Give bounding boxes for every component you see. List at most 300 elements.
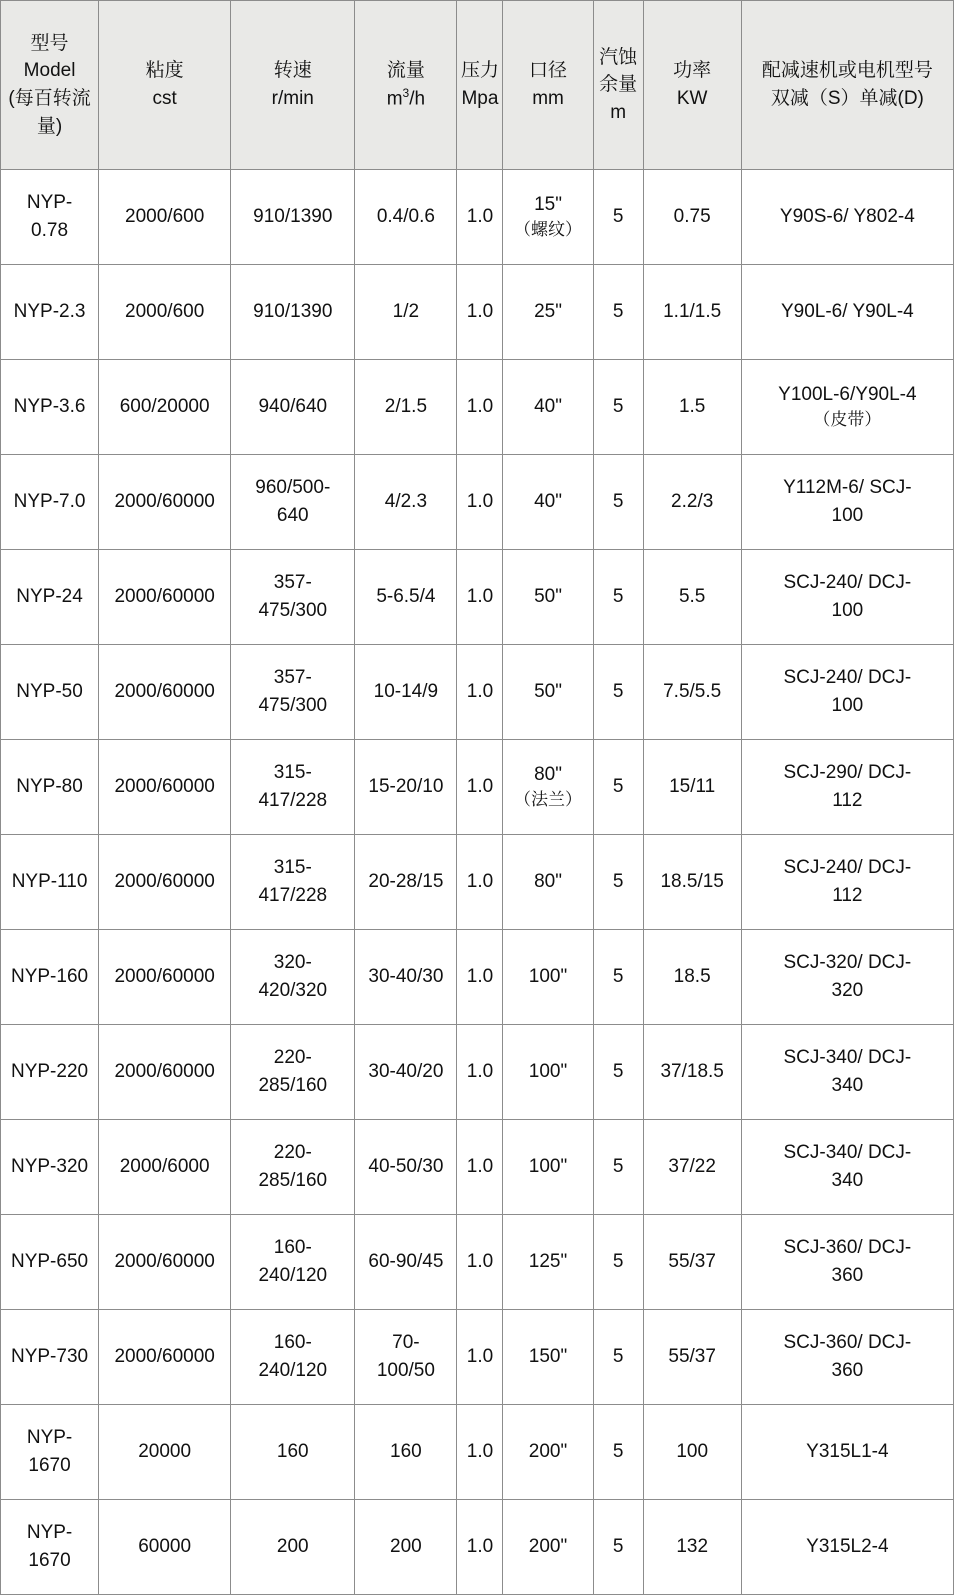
cell-viscosity <box>99 835 231 930</box>
cell-line: 37/18.5 <box>660 1061 724 1083</box>
cell-motor <box>741 550 953 645</box>
cell-line: 1.0 <box>466 301 494 323</box>
cell-flow <box>355 1405 457 1500</box>
cell-motor <box>741 1025 953 1120</box>
cell-line: 1.0 <box>466 681 494 703</box>
cell-line: 20000 <box>138 1441 192 1463</box>
cell-speed <box>231 930 355 1025</box>
column-header-line: 双减（S）单减(D) <box>770 88 924 109</box>
cell-pressure <box>457 835 503 930</box>
cell-motor <box>741 265 953 360</box>
cell-npsh <box>593 835 643 930</box>
cell-line: 340 <box>831 1075 864 1096</box>
cell-power <box>643 740 741 835</box>
cell-motor <box>741 1120 953 1215</box>
cell-line: SCJ-290/ DCJ- <box>783 762 912 784</box>
cell-flow <box>355 645 457 740</box>
column-header-line: KW <box>676 88 708 109</box>
column-header-flow <box>355 1 457 170</box>
cell-line: 340 <box>831 1170 864 1191</box>
cell-line: SCJ-360/ DCJ- <box>783 1332 912 1354</box>
cell-line: 0.75 <box>673 206 711 228</box>
cell-line: 5-6.5/4 <box>376 586 436 608</box>
cell-line: 40" <box>534 396 562 418</box>
cell-line: SCJ-240/ DCJ- <box>783 857 912 879</box>
cell-line: 60000 <box>138 1536 192 1558</box>
column-header-line: 汽蚀余量 <box>599 46 638 96</box>
cell-line: 1.0 <box>466 966 494 988</box>
cell-line: 112 <box>832 885 863 906</box>
cell-line: 2000/600 <box>125 301 205 323</box>
cell-power <box>643 455 741 550</box>
cell-line: 910/1390 <box>253 206 333 228</box>
column-header-model <box>1 1 99 170</box>
cell-diameter <box>503 835 593 930</box>
cell-line: Y315L2-4 <box>806 1536 889 1558</box>
cell-speed <box>231 835 355 930</box>
cell-model <box>1 740 99 835</box>
cell-npsh <box>593 360 643 455</box>
cell-model <box>1 645 99 740</box>
cell-line: 0.4/0.6 <box>376 206 435 228</box>
column-header-line: m <box>610 101 627 123</box>
table-row <box>1 455 954 550</box>
cell-speed <box>231 1500 355 1595</box>
cell-model <box>1 1310 99 1405</box>
cell-npsh <box>593 1310 643 1405</box>
cell-power <box>643 1405 741 1500</box>
cell-line: 37/22 <box>668 1156 716 1178</box>
cell-power <box>643 1310 741 1405</box>
cell-npsh <box>593 1215 643 1310</box>
cell-pressure <box>457 1500 503 1595</box>
cell-flow <box>355 360 457 455</box>
cell-line: 15" <box>534 193 562 215</box>
cell-motor <box>741 740 953 835</box>
cell-diameter <box>503 1310 593 1405</box>
cell-line: 5 <box>612 1346 624 1368</box>
cell-motor <box>741 1500 953 1595</box>
column-header-line: 功率 <box>673 60 712 82</box>
cell-motor <box>741 1405 953 1500</box>
cell-line: 5.5 <box>678 586 706 608</box>
cell-line: 100" <box>528 1156 568 1178</box>
cell-line: 475/300 <box>258 600 328 621</box>
cell-line: 2000/60000 <box>114 491 215 513</box>
cell-speed <box>231 645 355 740</box>
cell-npsh <box>593 550 643 645</box>
cell-line: 1.0 <box>466 1251 494 1273</box>
cell-line: SCJ-240/ DCJ- <box>783 667 912 689</box>
cell-line: 15/11 <box>669 776 716 798</box>
column-header-motor <box>741 1 953 170</box>
cell-diameter <box>503 645 593 740</box>
column-header-line: 转速 <box>273 60 312 82</box>
cell-speed <box>231 265 355 360</box>
cell-flow <box>355 455 457 550</box>
cell-line: 5 <box>612 681 624 703</box>
cell-npsh <box>593 265 643 360</box>
table-row <box>1 1120 954 1215</box>
cell-line: NYP- <box>26 1427 73 1449</box>
cell-line: 1.0 <box>466 206 494 228</box>
cell-line: 2000/60000 <box>114 586 215 608</box>
cell-line: 100 <box>676 1441 709 1463</box>
cell-line: 2000/6000 <box>119 1156 210 1178</box>
cell-line: 100" <box>528 1061 568 1083</box>
cell-line: 60-90/45 <box>368 1251 444 1273</box>
cell-viscosity <box>99 1405 231 1500</box>
cell-line: 160- <box>273 1237 312 1259</box>
cell-line: 5 <box>612 1251 624 1273</box>
cell-npsh <box>593 1500 643 1595</box>
cell-line: 15-20/10 <box>368 776 444 798</box>
cell-line: NYP-320 <box>10 1156 89 1178</box>
cell-flow <box>355 1500 457 1595</box>
cell-diameter <box>503 550 593 645</box>
cell-line: 100 <box>831 505 864 526</box>
cell-motor <box>741 170 953 265</box>
cell-diameter <box>503 1025 593 1120</box>
cell-line: 1.0 <box>466 871 494 893</box>
cell-line: 5 <box>612 396 624 418</box>
cell-line: 357- <box>273 572 312 594</box>
column-header-line: cst <box>152 88 177 109</box>
cell-line: 1/2 <box>392 301 420 323</box>
cell-line: Y315L1-4 <box>806 1441 889 1463</box>
cell-line: 285/160 <box>258 1075 328 1096</box>
cell-speed <box>231 1120 355 1215</box>
cell-line: 1670 <box>28 1455 71 1476</box>
cell-viscosity <box>99 170 231 265</box>
cell-line: Y90S-6/ Y802-4 <box>779 206 915 228</box>
cell-diameter <box>503 1405 593 1500</box>
cell-line: 475/300 <box>258 695 328 716</box>
cell-line: 2/1.5 <box>384 396 428 418</box>
cell-flow <box>355 550 457 645</box>
cell-line: 2.2/3 <box>671 491 714 513</box>
cell-line: 55/37 <box>668 1346 716 1368</box>
cell-line: 30-40/20 <box>368 1061 444 1083</box>
cell-line: 2000/60000 <box>114 966 215 988</box>
cell-diameter <box>503 740 593 835</box>
cell-line: 2000/60000 <box>114 776 215 798</box>
cell-line: 240/120 <box>258 1360 328 1381</box>
cell-diameter <box>503 930 593 1025</box>
cell-model <box>1 550 99 645</box>
table-row <box>1 1405 954 1500</box>
cell-line: NYP-220 <box>10 1061 89 1083</box>
cell-diameter <box>503 1500 593 1595</box>
cell-line: 1.0 <box>466 1536 494 1558</box>
cell-line: 940/640 <box>258 396 328 418</box>
cell-power <box>643 550 741 645</box>
cell-viscosity <box>99 930 231 1025</box>
cell-line: NYP-24 <box>16 586 83 608</box>
cell-pressure <box>457 740 503 835</box>
cell-line: 910/1390 <box>253 301 333 323</box>
cell-model <box>1 265 99 360</box>
cell-viscosity <box>99 645 231 740</box>
cell-power <box>643 360 741 455</box>
cell-motor <box>741 1310 953 1405</box>
table-row <box>1 550 954 645</box>
cell-model <box>1 455 99 550</box>
cell-diameter <box>503 1215 593 1310</box>
table-row <box>1 740 954 835</box>
cell-line: 5 <box>612 206 624 228</box>
cell-pressure <box>457 1120 503 1215</box>
cell-npsh <box>593 645 643 740</box>
cell-line: 2000/60000 <box>114 871 215 893</box>
cell-line: （螺纹） <box>514 220 583 240</box>
cell-line: NYP-80 <box>16 776 83 798</box>
cell-line: 240/120 <box>258 1265 328 1286</box>
cell-line: NYP-650 <box>10 1251 89 1273</box>
cell-model <box>1 360 99 455</box>
cell-motor <box>741 645 953 740</box>
cell-line: 100 <box>831 695 864 716</box>
cell-model <box>1 930 99 1025</box>
cell-flow <box>355 1215 457 1310</box>
cell-model <box>1 170 99 265</box>
cell-line: 640 <box>276 505 309 526</box>
table-row <box>1 1025 954 1120</box>
cell-line: 125" <box>528 1251 568 1273</box>
table-row <box>1 645 954 740</box>
column-header-line: 粘度 <box>145 60 184 82</box>
cell-line: 30-40/30 <box>368 966 444 988</box>
cell-line: 160- <box>273 1332 312 1354</box>
cell-model <box>1 1120 99 1215</box>
cell-diameter <box>503 360 593 455</box>
cell-line: 320 <box>831 980 864 1001</box>
cell-line: 2000/60000 <box>114 681 215 703</box>
cell-line: 160 <box>276 1441 309 1463</box>
cell-pressure <box>457 455 503 550</box>
cell-line: SCJ-340/ DCJ- <box>783 1047 912 1069</box>
cell-line: 2000/60000 <box>114 1251 215 1273</box>
column-header-line: 口径 <box>529 60 568 82</box>
column-header-power <box>643 1 741 170</box>
cell-line: 5 <box>612 586 624 608</box>
cell-line: 7.5/5.5 <box>663 681 722 703</box>
cell-line: 4/2.3 <box>384 491 428 513</box>
cell-power <box>643 1120 741 1215</box>
column-header-line: mm <box>532 88 564 109</box>
cell-line: 50" <box>534 681 562 703</box>
table-row <box>1 930 954 1025</box>
cell-line: NYP-730 <box>10 1346 89 1368</box>
cell-line: 200 <box>390 1536 422 1558</box>
cell-viscosity <box>99 1025 231 1120</box>
column-header-pressure <box>457 1 503 170</box>
cell-pressure <box>457 1025 503 1120</box>
cell-viscosity <box>99 1215 231 1310</box>
cell-line: 200" <box>528 1441 568 1463</box>
cell-line: 1.0 <box>466 491 494 513</box>
cell-line: 18.5 <box>673 966 711 988</box>
cell-line: Y112M-6/ SCJ- <box>783 477 912 499</box>
cell-line: 50" <box>534 586 562 608</box>
cell-line: 315- <box>273 857 312 879</box>
cell-line: 5 <box>612 1441 624 1463</box>
cell-line: 100" <box>528 966 568 988</box>
cell-line: 100 <box>831 600 864 621</box>
cell-line: 315- <box>273 762 312 784</box>
cell-line: NYP-110 <box>11 871 88 893</box>
cell-diameter <box>503 265 593 360</box>
cell-line: 55/37 <box>668 1251 716 1273</box>
column-header-line: 压力 <box>460 60 499 82</box>
cell-npsh <box>593 170 643 265</box>
cell-speed <box>231 1310 355 1405</box>
cell-line: 40" <box>534 491 562 513</box>
cell-line: 200" <box>528 1536 568 1558</box>
column-header-line: Mpa <box>461 88 499 109</box>
cell-line: 160 <box>390 1441 422 1463</box>
cell-line: NYP- <box>26 192 73 214</box>
cell-line: 420/320 <box>258 980 328 1001</box>
cell-pressure <box>457 1405 503 1500</box>
cell-speed <box>231 1405 355 1500</box>
column-header-line: (每百转流量) <box>8 88 91 137</box>
cell-line: 1.1/1.5 <box>663 301 722 323</box>
cell-diameter <box>503 170 593 265</box>
cell-line: 5 <box>612 776 624 798</box>
cell-flow <box>355 170 457 265</box>
column-header-line: 型号 <box>30 32 69 54</box>
cell-flow <box>355 1025 457 1120</box>
cell-line: 5 <box>612 1536 624 1558</box>
cell-line: 25" <box>534 301 562 323</box>
cell-speed <box>231 360 355 455</box>
cell-motor <box>741 835 953 930</box>
cell-line: 2000/60000 <box>114 1346 215 1368</box>
cell-line: 5 <box>612 301 624 323</box>
cell-flow <box>355 740 457 835</box>
cell-line: Y90L-6/ Y90L-4 <box>780 301 914 323</box>
cell-pressure <box>457 645 503 740</box>
cell-pressure <box>457 170 503 265</box>
cell-motor <box>741 455 953 550</box>
table-row <box>1 360 954 455</box>
cell-viscosity <box>99 1500 231 1595</box>
cell-line: SCJ-320/ DCJ- <box>783 952 912 974</box>
cell-line: SCJ-360/ DCJ- <box>783 1237 912 1259</box>
cell-line: 360 <box>831 1265 864 1286</box>
cell-line: 150" <box>528 1346 568 1368</box>
cell-pressure <box>457 265 503 360</box>
cell-line: NYP-2.3 <box>13 301 86 323</box>
cell-line: 20-28/15 <box>368 871 444 893</box>
cell-line: 112 <box>832 790 863 811</box>
cell-npsh <box>593 1405 643 1500</box>
cell-line: 960/500- <box>255 477 331 499</box>
table-row <box>1 1310 954 1405</box>
cell-speed <box>231 170 355 265</box>
cell-speed <box>231 740 355 835</box>
cell-line: 1.5 <box>678 396 706 418</box>
table-row <box>1 1500 954 1595</box>
cell-line: NYP-50 <box>16 681 83 703</box>
cell-viscosity <box>99 1120 231 1215</box>
cell-line: 1.0 <box>466 1441 494 1463</box>
cell-line: 5 <box>612 871 624 893</box>
cell-line: 18.5/15 <box>660 871 724 893</box>
cell-line: 417/228 <box>258 885 328 906</box>
cell-line: 5 <box>612 1061 624 1083</box>
column-header-line: r/min <box>271 88 314 109</box>
cell-power <box>643 1215 741 1310</box>
cell-line: 220- <box>273 1047 312 1069</box>
cell-line: 1.0 <box>466 396 494 418</box>
cell-line: NYP-3.6 <box>13 396 86 418</box>
table-row <box>1 1215 954 1310</box>
cell-line: SCJ-240/ DCJ- <box>783 572 912 594</box>
cell-line: 360 <box>831 1360 864 1381</box>
cell-line: 285/160 <box>258 1170 328 1191</box>
cell-line: NYP- <box>26 1522 73 1544</box>
cell-viscosity <box>99 740 231 835</box>
cell-power <box>643 835 741 930</box>
table-row <box>1 265 954 360</box>
cell-npsh <box>593 1025 643 1120</box>
table-body <box>1 170 954 1595</box>
cell-line: 600/20000 <box>119 396 210 418</box>
cell-viscosity <box>99 455 231 550</box>
column-header-diameter <box>503 1 593 170</box>
cell-speed <box>231 1215 355 1310</box>
cell-power <box>643 645 741 740</box>
cell-line: Y100L-6/Y90L-4 <box>778 383 917 405</box>
cell-flow <box>355 930 457 1025</box>
cell-line: （法兰） <box>514 790 583 810</box>
cell-motor <box>741 360 953 455</box>
cell-line: 5 <box>612 1156 624 1178</box>
cell-power <box>643 1025 741 1120</box>
cell-line: 5 <box>612 966 624 988</box>
cell-npsh <box>593 740 643 835</box>
cell-model <box>1 1500 99 1595</box>
cell-line: （皮带） <box>813 410 882 430</box>
cell-line: 1.0 <box>466 1346 494 1368</box>
cell-power <box>643 1500 741 1595</box>
cell-npsh <box>593 1120 643 1215</box>
cell-speed <box>231 550 355 645</box>
cell-line: 40-50/30 <box>368 1156 444 1178</box>
cell-motor <box>741 930 953 1025</box>
cell-speed <box>231 1025 355 1120</box>
column-header-line: 配减速机或电机型号 <box>761 60 933 82</box>
table-row <box>1 170 954 265</box>
cell-flow <box>355 265 457 360</box>
cell-line: 320- <box>273 952 312 974</box>
cell-diameter <box>503 1120 593 1215</box>
cell-line: 70- <box>392 1332 420 1354</box>
cell-line: 132 <box>676 1536 709 1558</box>
cell-npsh <box>593 455 643 550</box>
cell-line: 1670 <box>28 1550 71 1571</box>
cell-line: 200 <box>276 1536 309 1558</box>
cell-line: 1.0 <box>466 1061 494 1083</box>
cell-line: 1.0 <box>466 586 494 608</box>
cell-power <box>643 265 741 360</box>
cell-pressure <box>457 1310 503 1405</box>
cell-flow <box>355 835 457 930</box>
cell-pressure <box>457 360 503 455</box>
cell-line: SCJ-340/ DCJ- <box>783 1142 912 1164</box>
